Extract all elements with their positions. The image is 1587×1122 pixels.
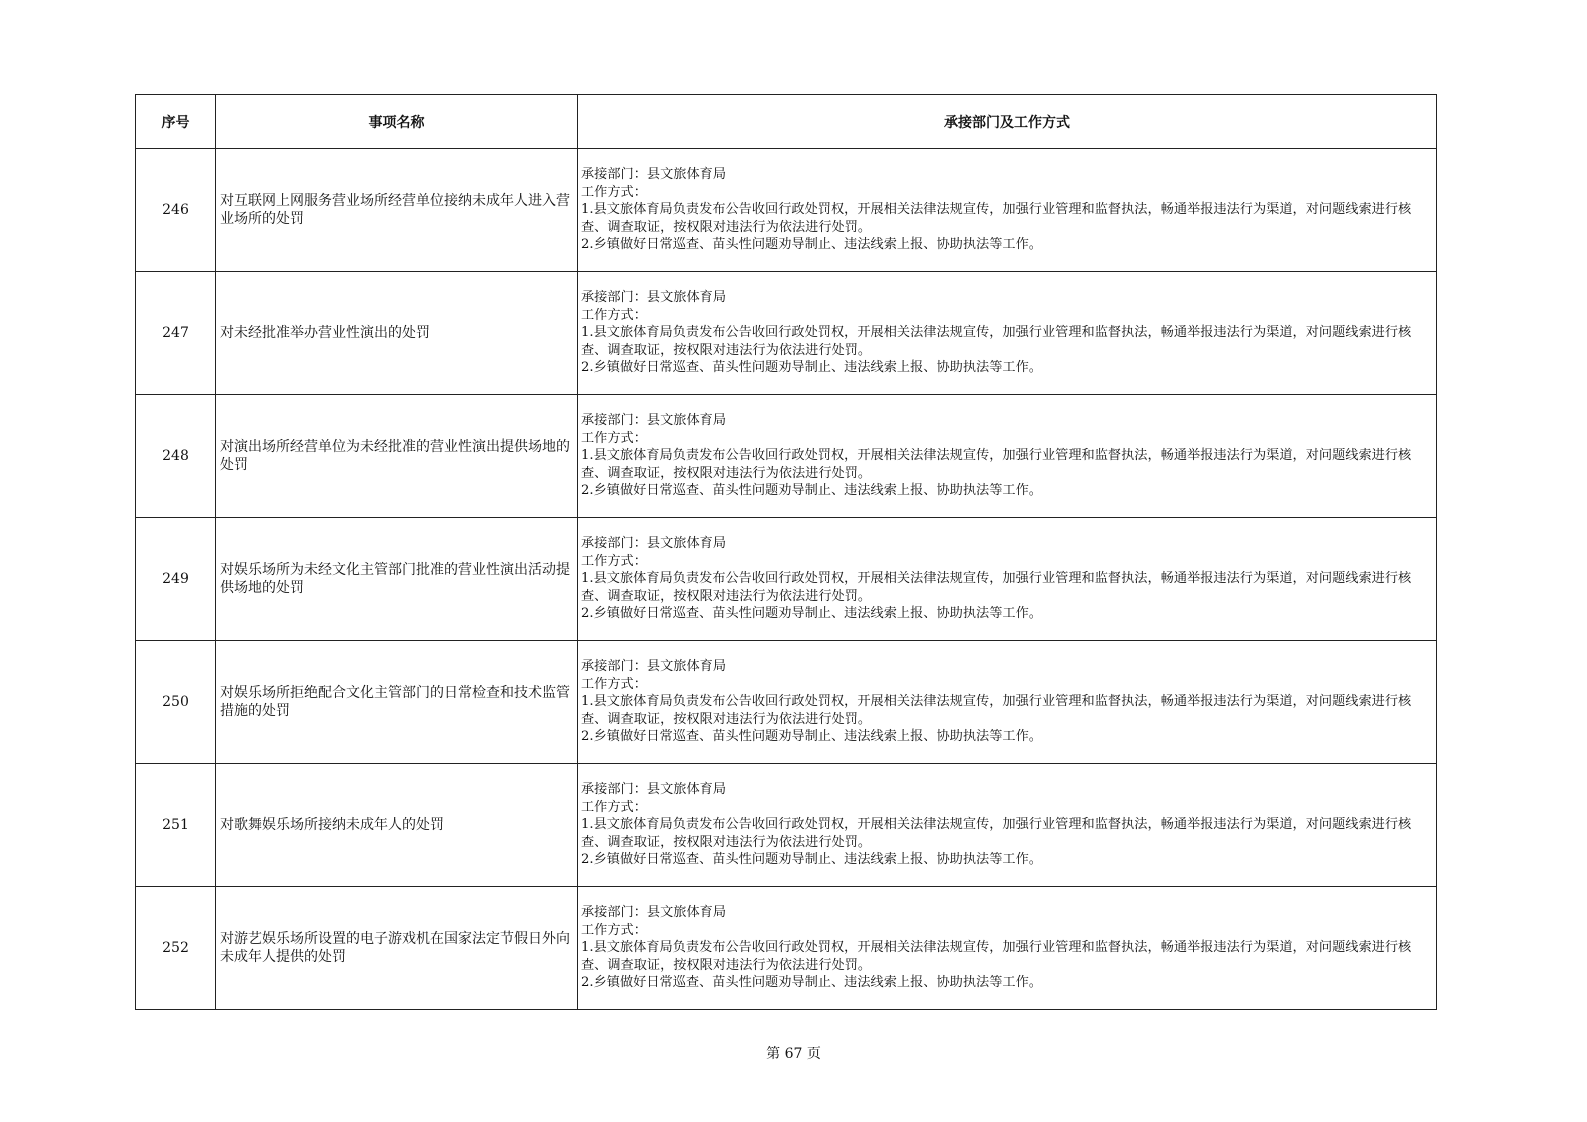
row-department-method bbox=[578, 641, 1437, 764]
row-department-method bbox=[578, 395, 1437, 518]
method-step-2: 2.乡镇做好日常巡查、苗头性问题劝导制止、违法线索上报、协助执法等工作。 bbox=[581, 852, 1042, 868]
row-department-method bbox=[578, 149, 1437, 272]
row-serial-number: 247 bbox=[136, 272, 216, 395]
method-label: 工作方式： bbox=[581, 922, 647, 938]
row-item-name: 对娱乐场所为未经文化主管部门批准的营业性演出活动提供场地的处罚 bbox=[216, 518, 578, 641]
method-step-1: 1.县文旅体育局负责发布公告收回行政处罚权，开展相关法律法规宣传，加强行业管理和监督执法，畅通举报违法行为渠道，对问题线索进行核查、调查取证，按权限对违法行为依法进行处罚。 bbox=[581, 694, 1412, 727]
row-serial-number: 246 bbox=[136, 149, 216, 272]
row-serial-number: 248 bbox=[136, 395, 216, 518]
method-step-1: 1.县文旅体育局负责发布公告收回行政处罚权，开展相关法律法规宣传，加强行业管理和监督执法，畅通举报违法行为渠道，对问题线索进行核查、调查取证，按权限对违法行为依法进行处罚。 bbox=[581, 940, 1412, 973]
header-item-name: 事项名称 bbox=[216, 95, 578, 149]
items-table bbox=[135, 94, 1437, 1010]
table-row bbox=[136, 887, 1437, 1010]
header-department-method: 承接部门及工作方式 bbox=[578, 95, 1437, 149]
row-serial-number: 250 bbox=[136, 641, 216, 764]
row-item-name: 对歌舞娱乐场所接纳未成年人的处罚 bbox=[216, 764, 578, 887]
method-step-2: 2.乡镇做好日常巡查、苗头性问题劝导制止、违法线索上报、协助执法等工作。 bbox=[581, 606, 1042, 622]
row-department-method bbox=[578, 272, 1437, 395]
method-step-2: 2.乡镇做好日常巡查、苗头性问题劝导制止、违法线索上报、协助执法等工作。 bbox=[581, 483, 1042, 499]
method-step-2: 2.乡镇做好日常巡查、苗头性问题劝导制止、违法线索上报、协助执法等工作。 bbox=[581, 360, 1042, 376]
department-line: 承接部门：县文旅体育局 bbox=[581, 905, 727, 921]
department-line: 承接部门：县文旅体育局 bbox=[581, 290, 727, 306]
row-item-name: 对娱乐场所拒绝配合文化主管部门的日常检查和技术监管措施的处罚 bbox=[216, 641, 578, 764]
table-row bbox=[136, 272, 1437, 395]
row-item-name: 对演出场所经营单位为未经批准的营业性演出提供场地的处罚 bbox=[216, 395, 578, 518]
row-department-method bbox=[578, 887, 1437, 1010]
method-label: 工作方式： bbox=[581, 799, 647, 815]
row-serial-number: 251 bbox=[136, 764, 216, 887]
department-line: 承接部门：县文旅体育局 bbox=[581, 536, 727, 552]
header-serial-number: 序号 bbox=[136, 95, 216, 149]
document-table-container bbox=[135, 94, 1436, 1010]
page-number: 第 67 页 bbox=[766, 1046, 821, 1062]
method-step-2: 2.乡镇做好日常巡查、苗头性问题劝导制止、违法线索上报、协助执法等工作。 bbox=[581, 975, 1042, 991]
row-item-name: 对未经批准举办营业性演出的处罚 bbox=[216, 272, 578, 395]
row-item-name: 对游艺娱乐场所设置的电子游戏机在国家法定节假日外向未成年人提供的处罚 bbox=[216, 887, 578, 1010]
row-item-name: 对互联网上网服务营业场所经营单位接纳未成年人进入营业场所的处罚 bbox=[216, 149, 578, 272]
table-row bbox=[136, 764, 1437, 887]
table-header-row bbox=[136, 95, 1437, 149]
method-step-1: 1.县文旅体育局负责发布公告收回行政处罚权，开展相关法律法规宣传，加强行业管理和监督执法，畅通举报违法行为渠道，对问题线索进行核查、调查取证，按权限对违法行为依法进行处罚。 bbox=[581, 571, 1412, 604]
method-step-1: 1.县文旅体育局负责发布公告收回行政处罚权，开展相关法律法规宣传，加强行业管理和监督执法，畅通举报违法行为渠道，对问题线索进行核查、调查取证，按权限对违法行为依法进行处罚。 bbox=[581, 325, 1412, 358]
method-step-1: 1.县文旅体育局负责发布公告收回行政处罚权，开展相关法律法规宣传，加强行业管理和监督执法，畅通举报违法行为渠道，对问题线索进行核查、调查取证，按权限对违法行为依法进行处罚。 bbox=[581, 817, 1412, 850]
method-label: 工作方式： bbox=[581, 553, 647, 569]
table-row bbox=[136, 641, 1437, 764]
method-label: 工作方式： bbox=[581, 676, 647, 692]
department-line: 承接部门：县文旅体育局 bbox=[581, 413, 727, 429]
row-serial-number: 249 bbox=[136, 518, 216, 641]
method-label: 工作方式： bbox=[581, 307, 647, 323]
method-step-2: 2.乡镇做好日常巡查、苗头性问题劝导制止、违法线索上报、协助执法等工作。 bbox=[581, 237, 1042, 253]
method-label: 工作方式： bbox=[581, 430, 647, 446]
table-row bbox=[136, 149, 1437, 272]
method-step-2: 2.乡镇做好日常巡查、苗头性问题劝导制止、违法线索上报、协助执法等工作。 bbox=[581, 729, 1042, 745]
row-department-method bbox=[578, 518, 1437, 641]
method-label: 工作方式： bbox=[581, 184, 647, 200]
department-line: 承接部门：县文旅体育局 bbox=[581, 782, 727, 798]
method-step-1: 1.县文旅体育局负责发布公告收回行政处罚权，开展相关法律法规宣传，加强行业管理和监督执法，畅通举报违法行为渠道，对问题线索进行核查、调查取证，按权限对违法行为依法进行处罚。 bbox=[581, 202, 1412, 235]
department-line: 承接部门：县文旅体育局 bbox=[581, 659, 727, 675]
department-line: 承接部门：县文旅体育局 bbox=[581, 167, 727, 183]
table-row bbox=[136, 395, 1437, 518]
row-department-method bbox=[578, 764, 1437, 887]
table-row bbox=[136, 518, 1437, 641]
row-serial-number: 252 bbox=[136, 887, 216, 1010]
method-step-1: 1.县文旅体育局负责发布公告收回行政处罚权，开展相关法律法规宣传，加强行业管理和监督执法，畅通举报违法行为渠道，对问题线索进行核查、调查取证，按权限对违法行为依法进行处罚。 bbox=[581, 448, 1412, 481]
